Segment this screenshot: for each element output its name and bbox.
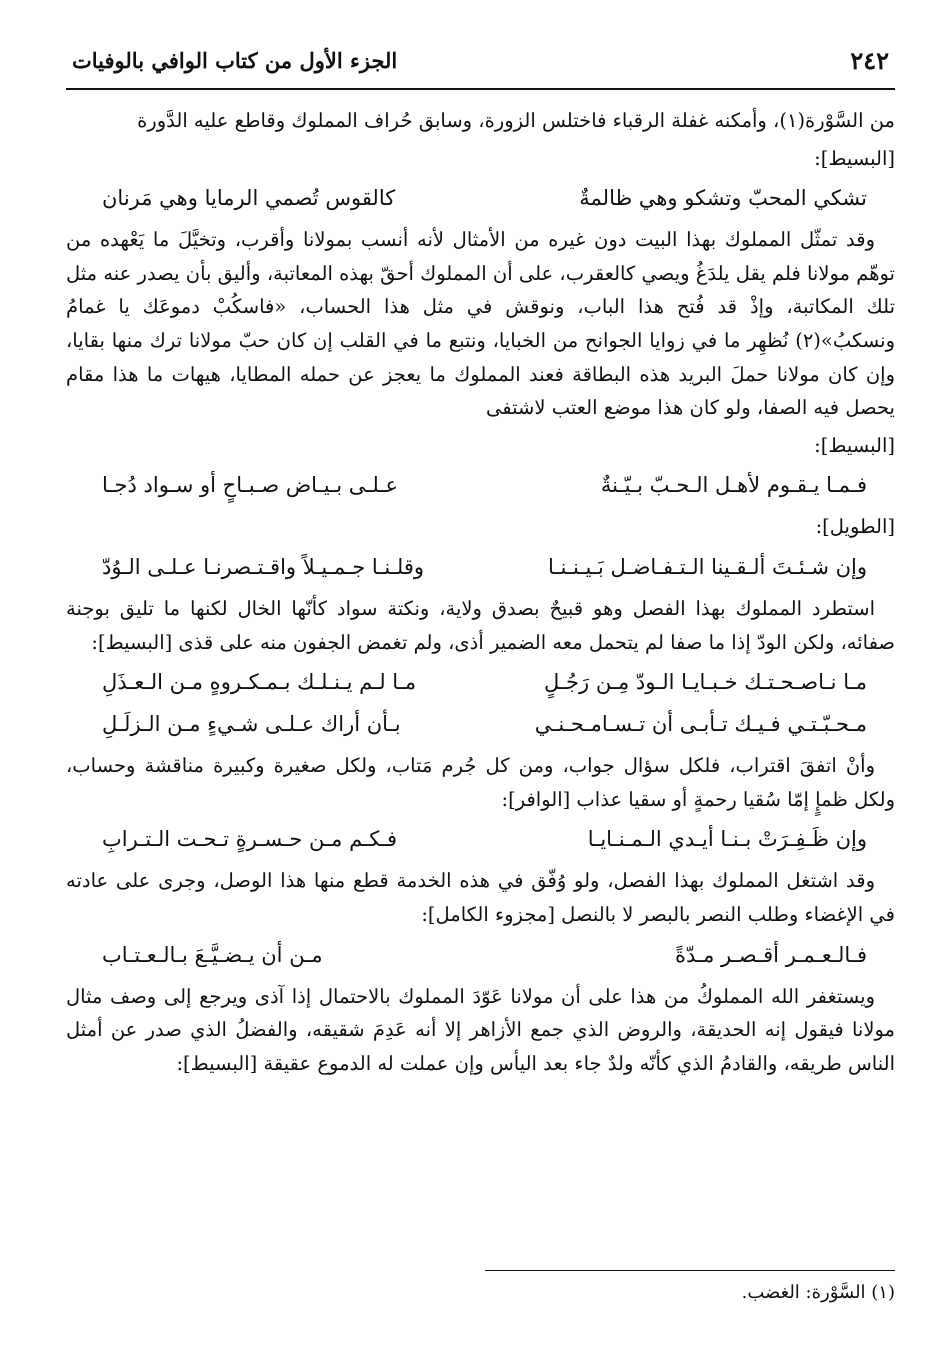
running-title: الجزء الأول من كتاب الوافي بالوفيات [72,48,398,73]
page-header [66,40,895,90]
verse-6-first-hemistich: وإن ظَـفِـرَتْ بـنـا أيـدي الـمـنـايـا [587,827,867,852]
verse-7 [66,938,895,972]
verse-5-first-hemistich: مـحـبّـتـي فـيـك تـأبـى أن تـسـامـحـنـي [534,712,867,737]
paragraph-4: وأنْ اتفقَ اقتراب، فلكل سؤال جواب، ومن كل جُرم مَتاب، ولكل صغيرة وكبيرة مناقشة وحساب، ولكل ظمإٍ إمّا سُقيا رحمةٍ أو سقيا عذاب [الوافر]: [66,754,895,811]
verse-3-second-hemistich: وقلـنـا جـمـيـلاً واقـتـصرنـا عـلـى الـوُدّ [102,554,425,579]
verse-1 [66,181,895,215]
verse-7-first-hemistich: فـالـعـمـر أقـصـر مـدّةً [674,942,867,967]
page-number: ٢٤٢ [850,46,889,75]
verse-2-first-hemistich: فـمـا يـقـوم لأهـل الـحـبّ بـيّـنةٌ [600,473,867,498]
verse-4-first-hemistich: مـا نـاصـحـتـك خـبـايـا الـودّ مِـن رَجُـلٍ [543,670,867,695]
footnote-1: (١) السَّوْرة: الغضب. [741,1282,895,1303]
verse-2-second-hemistich: عـلـى بـيـاض صـبـاحٍ أو سـواد دُجـا [102,473,399,498]
verse-1-first-hemistich: تشكي المحبّ وتشكو وهي ظالمةٌ [579,186,867,211]
verse-5-second-hemistich: بـأن أراك عـلـى شـيءٍ مـن الـزلَـلِ [102,712,401,737]
meter-label-3: [الطويل]: [815,515,895,539]
paragraph-2: وقد تمثّل المملوك بهذا البيت دون غيره من الأمثال لأنه أنسب بمولانا وأقرب، وتخيَّلَ ما يَعْهده من توهّم مولانا فلم يقل يلدَغُ ويصي كالعقرب، على أن المملوك أحقّ بهذه المعاتبة، وأليق بأن يصدر عنه مثل تلك المكاتبة، وإذْ قد فُتح هذا الباب، ونوقش في مثل هذا الحساب، «فاسكُبْ دموعَك يا غمامُ ونسكبُ»(٢) نُظهِر ما في زوايا الجوانح من الخبايا، ونتبع ما في القلب إن كان حبّ مولانا ترك منها بقايا، وإن كان مولانا حملَ البريد هذه البطاقة فعند المملوك ما يعجز عن حمله المطايا، هيهات ما هذا مقام يحصل فيه الصفا، ولو كان هذا موضع العتب لاشتفى [66,228,895,420]
meter-label-2: [البسيط]: [814,433,895,457]
verse-1-second-hemistich: كالقوس تُصمي الرمايا وهي مَرنان [102,186,396,211]
verse-2 [66,468,895,502]
paragraph-6: ويستغفر الله المملوكُ من هذا على أن مولانا عَوّدَ المملوك بالاحتمال إذا آذى ويرجع إلى وصف مثال مولانا فيقول إنه الحديقة، والروض الذي جمع الأزاهر إلا أنه عَدِمَ شقيقه، والفضلُ الذي صدر عن أمثل الناس طريقه، والقادمُ الذي كأنّه ولدٌ جاء بعد اليأس وإن عملت له الدموع عقيقة [البسيط]: [66,984,895,1075]
meter-label-1: [البسيط]: [814,146,895,170]
verse-7-second-hemistich: مـن أن يـضـيَّـعَ بـالـعـتـاب [102,942,323,967]
verse-3-first-hemistich: وإن شـئـتَ ألـقـينا الـتـفـاضـل بَـيـنـنـا [548,554,867,579]
page-body [66,104,895,1084]
verse-6 [66,822,895,856]
verse-4 [66,665,895,699]
footnote-divider [485,1270,895,1271]
paragraph-3: استطرد المملوك بهذا الفصل وهو قبيحٌ بصدق ولاية، ونكتة سواد كأنّها الخال لكنها ما تليق بوجنة صفائه، ولكن الودّ إذا ما صفا لم يتحمل معه الضمير أذى، ولم تغمض الجفون منه على قذى [البسيط]: [66,596,895,654]
verse-3 [66,550,895,584]
verse-5 [66,707,895,741]
paragraph-5: وقد اشتغل المملوك بهذا الفصل، ولو وُفّق في هذه الخدمة قطع منها هذا الوصل، وجرى على عادته في الإغضاء وطلب النصر بالبصر لا بالنصل [مجزوء الكامل]: [66,869,895,926]
verse-4-second-hemistich: مـا لـم يـنـلـك بـمـكـروهٍ مـن الـعـذَلِ [102,670,417,695]
paragraph-1: من السَّوْرة(١)، وأمكنه غفلة الرقباء فاختلس الزورة، وسابق حُراف المملوك وقاطع عليه الدَّورة [137,109,895,132]
verse-6-second-hemistich: فـكـم مـن حـسـرةٍ تـحـت الـتـرابِ [102,827,398,852]
